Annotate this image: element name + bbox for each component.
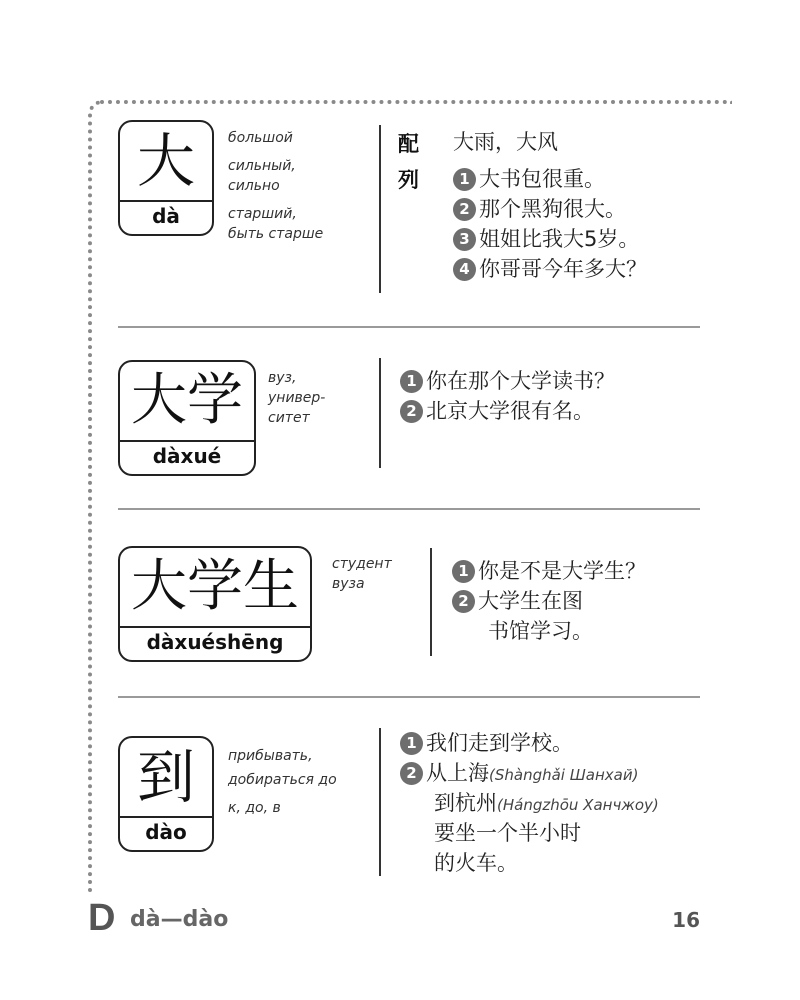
entry-daxuesheng: [118, 546, 700, 666]
entry-dao: [118, 728, 700, 878]
gloss-line: вуза: [332, 576, 365, 592]
page-number: 16: [672, 908, 700, 932]
word-pinyin: dào: [145, 820, 187, 844]
divider-line: [379, 358, 381, 468]
word-hanzi: 到: [120, 738, 212, 818]
gloss-line: к, до, в: [228, 800, 281, 816]
example-sentence: 1 你是不是大学生？: [452, 556, 646, 586]
word-pinyin: dà: [152, 204, 180, 228]
number-badge: 1: [453, 168, 476, 191]
gloss-line: большой: [228, 130, 293, 146]
example-sentence: 2 北京大学很有名。: [400, 396, 594, 426]
examples-block: [453, 124, 703, 289]
gloss-line: добираться до: [228, 772, 337, 788]
russian-gloss: [228, 746, 368, 818]
gloss-line: прибывать,: [228, 748, 313, 764]
collocations-text: 大雨，大风: [453, 130, 558, 154]
number-badge: 2: [400, 762, 423, 785]
russian-gloss: [268, 368, 368, 428]
example-sentence: 1 我们走到学校。: [400, 728, 573, 758]
entry-separator: [118, 326, 700, 328]
word-card: [118, 120, 214, 236]
gloss-line: быть старше: [228, 226, 324, 242]
place-name-note: (Shànghǎi Шанхай): [489, 766, 639, 784]
number-badge: 1: [400, 370, 423, 393]
number-badge: 1: [452, 560, 475, 583]
word-hanzi: 大学生: [120, 548, 310, 628]
entry-separator: [118, 696, 700, 698]
example-sentence: 1 你在那个大学读书？: [400, 366, 615, 396]
number-badge: 4: [453, 258, 476, 281]
number-badge: 2: [452, 590, 475, 613]
word-hanzi: 大: [120, 122, 212, 202]
example-sentence: 2 从上海(Shànghǎi Шанхай): [400, 758, 638, 788]
example-sentence: 2 那个黑狗很大。: [453, 194, 626, 224]
example-sentence: 2 大学生在图: [452, 586, 583, 616]
word-pinyin: dàxué: [152, 444, 222, 468]
divider-line: [379, 728, 381, 876]
place-name-note: (Hángzhōu Ханчжоу): [497, 796, 659, 814]
example-tag: 列: [398, 168, 419, 192]
gloss-line: вуз,: [268, 370, 297, 386]
collocation-tag: 配: [398, 132, 419, 156]
example-sentence: 3 姐姐比我大5岁。: [453, 224, 639, 254]
entry-daxue: [118, 358, 700, 478]
example-sentence-continuation: 到杭州(Hángzhōu Ханчжоу): [434, 791, 659, 815]
word-card: [118, 360, 256, 476]
word-hanzi: 大学: [120, 362, 254, 442]
examples-block: [400, 728, 700, 878]
entry-separator: [118, 508, 700, 510]
examples-block: [452, 556, 702, 651]
example-sentence: 4 你哥哥今年多大？: [453, 254, 647, 284]
number-badge: 3: [453, 228, 476, 251]
russian-gloss: [332, 554, 432, 594]
example-sentence-continuation: 书馆学习。: [488, 619, 593, 643]
number-badge: 2: [453, 198, 476, 221]
section-letter: D: [88, 897, 116, 939]
examples-block: [400, 366, 700, 436]
word-card: [118, 546, 312, 662]
example-sentence-continuation: 要坐一个半小时: [434, 821, 581, 845]
gloss-line: универ-: [268, 390, 326, 406]
number-badge: 2: [400, 400, 423, 423]
gloss-line: старший,: [228, 206, 297, 222]
number-badge: 1: [400, 732, 423, 755]
page-word-range: dà—dào: [130, 907, 229, 932]
gloss-line: студент: [332, 556, 392, 572]
word-card: [118, 736, 214, 852]
example-sentence: 1 大书包很重。: [453, 164, 605, 194]
example-sentence-continuation: 的火车。: [434, 851, 518, 875]
divider-line: [379, 125, 381, 293]
divider-line: [430, 548, 432, 656]
gloss-line: сильный,: [228, 158, 296, 174]
entry-da: [118, 120, 700, 300]
russian-gloss: [228, 128, 368, 244]
gloss-line: ситет: [268, 410, 310, 426]
word-pinyin: dàxuéshēng: [146, 630, 284, 654]
gloss-line: сильно: [228, 178, 280, 194]
